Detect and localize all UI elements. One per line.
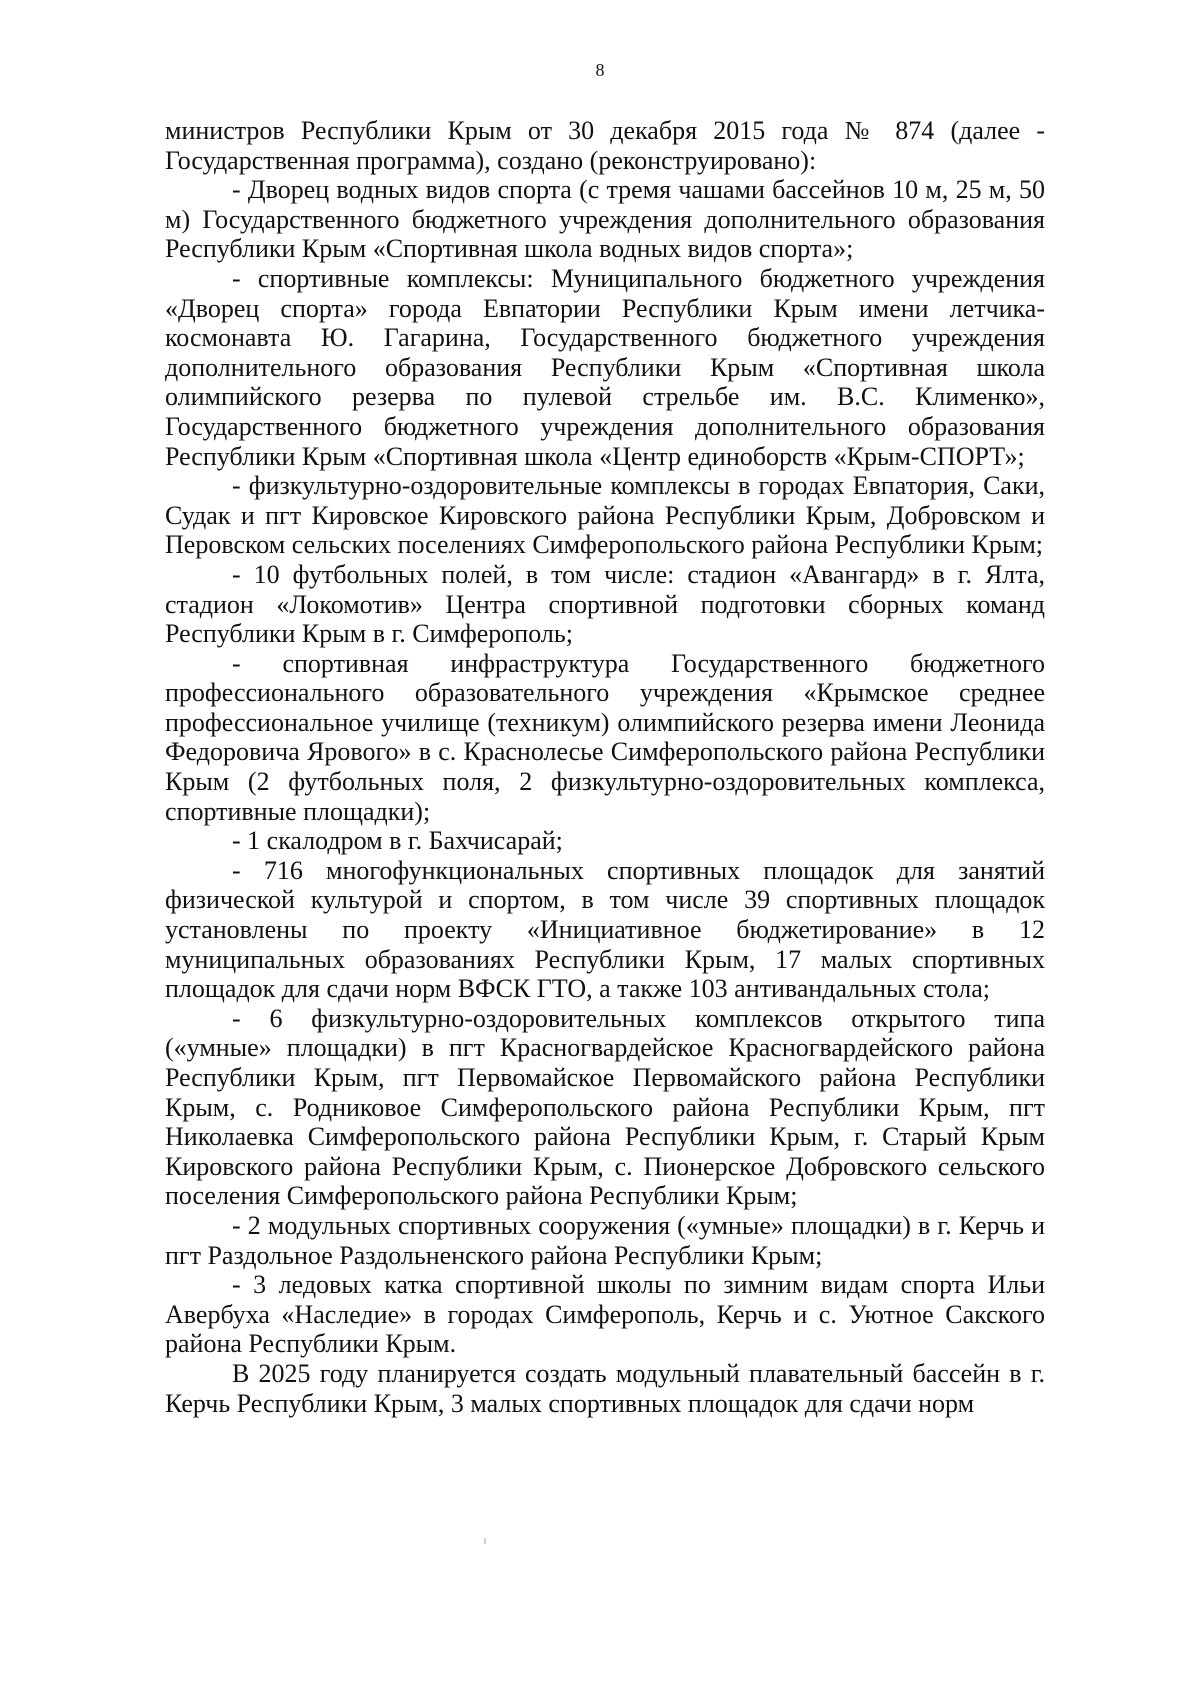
- scan-artifact: [484, 1538, 486, 1544]
- paragraph-continuation: министров Республики Крым от 30 декабря 2015 года № 874 (далее - Государственная программа), создано (реконструировано):: [165, 116, 1045, 175]
- list-item-open-fitness-complexes: - 6 физкультурно-оздоровительных комплексов открытого типа («умные» площадки) в пгт Красногвардейское Красногвардейского района Республики Крым, пгт Первомайское Первомайского района Республики Крым, с. Родниковое Симферопольского района Республики Крым, пгт Николаевка Симферопольского района Республики Крым, г. Старый Крым Кировского района Республики Крым, с. Пионерское Добровского сельского поселения Симферопольского района Республики Крым;: [165, 1003, 1045, 1211]
- list-item-football-fields: - 10 футбольных полей, в том числе: стадион «Авангард» в г. Ялта, стадион «Локомотив» Центра спортивной подготовки сборных команд Республики Крым в г. Симферополь;: [165, 559, 1045, 649]
- list-item-modular-facilities: - 2 модульных спортивных сооружения («умные» площадки) в г. Керчь и пгт Раздольное Раздольненского района Республики Крым;: [165, 1210, 1045, 1270]
- list-item-climbing-wall: - 1 скалодром в г. Бахчисарай;: [232, 826, 563, 856]
- list-item-fitness-complexes: - физкультурно-оздоровительные комплексы в городах Евпатория, Саки, Судак и пгт Кировское Кировского района Республики Крым, Добровском и Перовском сельских поселениях Симферопольского района Республики Крым;: [165, 471, 1045, 560]
- list-item-sports-infrastructure: - спортивная инфраструктура Государственного бюджетного профессионального образовательного учреждения «Крымское среднее профессиональное училище (техникум) олимпийского резерва имени Леонида Федоровича Ярового» в с. Краснолесье Симферопольского района Республики Крым (2 футбольных поля, 2 физкультурно-оздоровительных комплекса, спортивные площадки);: [165, 648, 1045, 826]
- list-item-ice-rinks: - 3 ледовых катка спортивной школы по зимним видам спорта Ильи Авербуха «Наследие» в городах Симферополь, Керчь и с. Уютное Сакского района Республики Крым.: [165, 1270, 1045, 1359]
- document-body: [165, 116, 1045, 1418]
- list-item-water-sports-palace: - Дворец водных видов спорта (с тремя чашами бассейнов 10 м, 25 м, 50 м) Государственного бюджетного учреждения дополнительного образования Республики Крым «Спортивная школа водных видов спорта»;: [165, 175, 1045, 264]
- page-number: 8: [595, 60, 605, 80]
- list-item-sports-complexes: - спортивные комплексы: Муниципального бюджетного учреждения «Дворец спорта» города Евпатории Республики Крым имени летчика-космонавта Ю. Гагарина, Государственного бюджетного учреждения дополнительного образования Республики Крым «Спортивная школа олимпийского резерва по пулевой стрельбе им. В.С. Клименко», Государственного бюджетного учреждения дополнительного образования Республики Крым «Спортивная школа «Центр единоборств «Крым-СПОРТ»;: [165, 263, 1045, 471]
- list-item-multifunctional-grounds: - 716 многофункциональных спортивных площадок для занятий физической культурой и спортом, в том числе 39 спортивных площадок установлены по проекту «Инициативное бюджетирование» в 12 муниципальных образованиях Республики Крым, 17 малых спортивных площадок для сдачи норм ВФСК ГТО, а также 103 антивандальных стола;: [165, 855, 1045, 1004]
- paragraph-2025-plans: В 2025 году планируется создать модульный плавательный бассейн в г. Керчь Республики Крым, 3 малых спортивных площадок для сдачи норм: [165, 1358, 1045, 1418]
